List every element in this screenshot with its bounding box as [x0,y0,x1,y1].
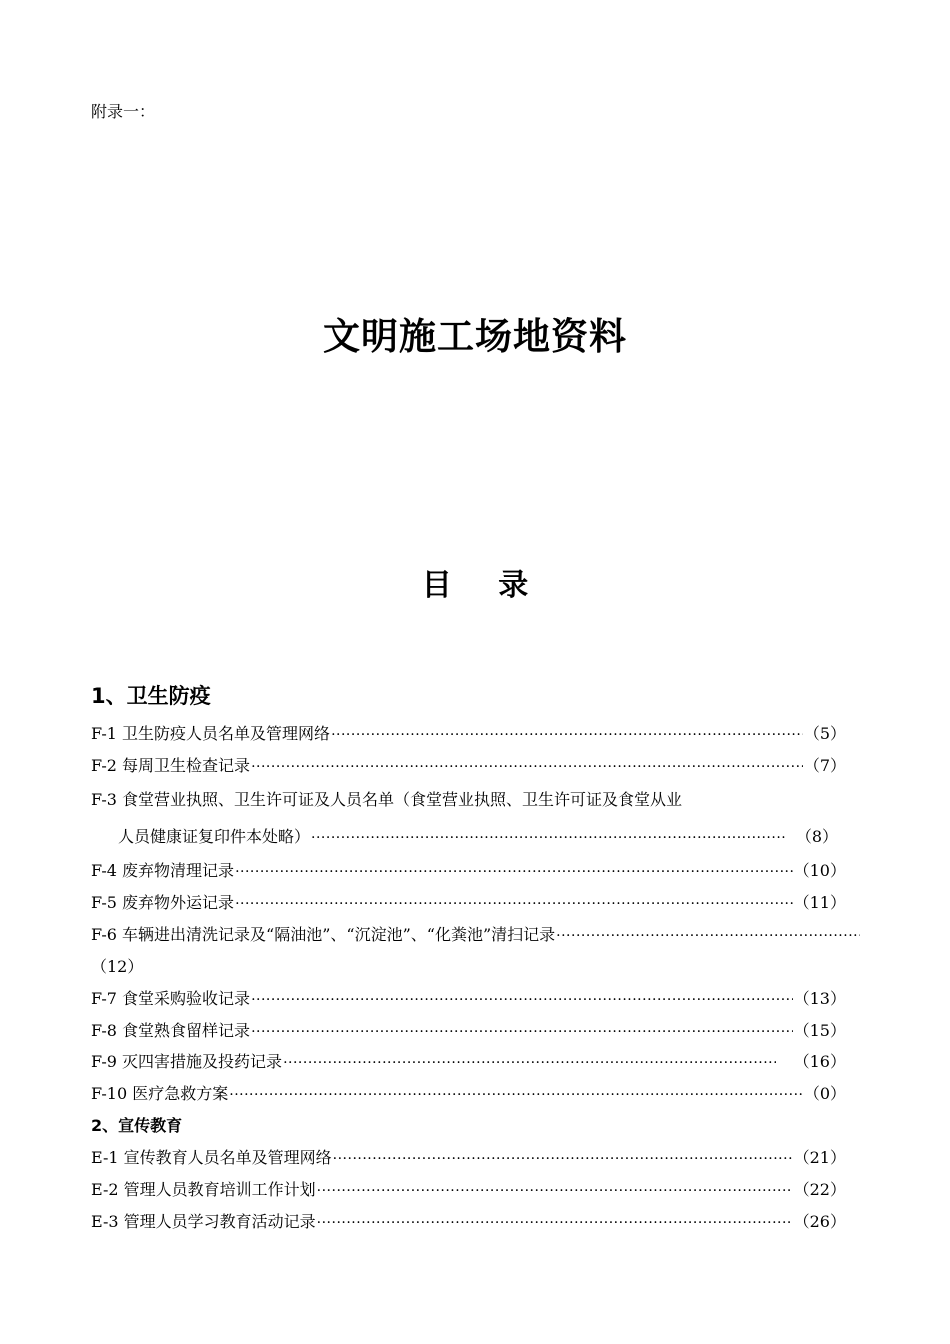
dot-leader [251,1024,793,1040]
toc-entry[interactable] [91,890,846,914]
toc-entry-page: （11） [793,893,846,912]
toc-entry[interactable] [91,986,846,1010]
toc-entry-label: F-9 灭四害措施及投药记录 [91,1052,283,1071]
toc-entry-label: F-4 废弃物清理记录 [91,861,235,880]
toc-entry-page: （22） [793,1180,846,1199]
toc-entry-page: （12） [91,957,144,976]
toc-entry-label: E-1 宣传教育人员名单及管理网络 [91,1148,332,1167]
toc-entry[interactable] [91,1081,846,1105]
toc-entry-label-continued: 人员健康证复印件本处略） [118,827,311,846]
appendix-label: 附录一： [91,102,156,121]
document-title: 文明施工场地资料 [323,315,627,358]
dot-leader [556,928,860,944]
toc-entry[interactable] [91,1018,846,1042]
toc-entry-label: F-1 卫生防疫人员名单及管理网络 [91,724,331,743]
dot-leader [331,727,803,743]
toc-entry-label: F-7 食堂采购验收记录 [91,989,251,1008]
toc-entry[interactable] [91,721,846,745]
dot-leader [283,1055,776,1071]
toc-entry[interactable] [91,1049,846,1073]
toc-entry-page: （21） [793,1148,846,1167]
dot-leader [333,1151,793,1167]
toc-entry-page: （7） [803,756,846,775]
toc-entry-label: F-2 每周卫生检查记录 [91,756,251,775]
toc-entry-label: F-6 车辆进出清洗记录及“隔油池”、“沉淀池”、“化粪池”清扫记录 [91,925,556,944]
toc-entry[interactable] [91,1177,846,1201]
toc-entry-page: （0） [803,1084,846,1103]
toc-entry[interactable] [91,1145,846,1169]
toc-entry-label: E-2 管理人员教育培训工作计划 [91,1180,316,1199]
dot-leader [235,864,793,880]
toc-entry[interactable] [91,1209,846,1233]
toc-entry[interactable] [118,824,838,848]
toc-entry-page: （13） [793,989,846,1008]
toc-title: 目 录 [421,568,547,603]
dot-leader [251,992,793,1008]
dot-leader [317,1183,793,1199]
dot-leader [251,759,803,775]
toc-entry[interactable] [91,753,846,777]
toc-entry[interactable] [91,858,846,882]
toc-entry-label: F-10 医疗急救方案 [91,1084,229,1103]
toc-entry-page: （26） [793,1212,846,1231]
toc-entry-page: （10） [793,861,846,880]
toc-entry-page: （5） [803,724,846,743]
toc-entry-label[interactable]: F-3 食堂营业执照、卫生许可证及人员名单（食堂营业执照、卫生许可证及食堂从业 [91,790,683,809]
toc-entry-label: F-8 食堂熟食留样记录 [91,1021,251,1040]
toc-entry-page: （8） [795,827,838,846]
toc-entry[interactable] [91,922,861,946]
toc-section-heading: 1、卫生防疫 [91,684,211,708]
dot-leader [235,896,793,912]
toc-entry-label: E-3 管理人员学习教育活动记录 [91,1212,316,1231]
toc-entry-label: F-5 废弃物外运记录 [91,893,235,912]
dot-leader [311,830,785,846]
dot-leader [317,1215,793,1231]
toc-section-heading: 2、宣传教育 [91,1116,183,1135]
dot-leader [229,1087,803,1103]
toc-entry-page: （16） [793,1052,846,1071]
toc-entry-page: （15） [793,1021,846,1040]
